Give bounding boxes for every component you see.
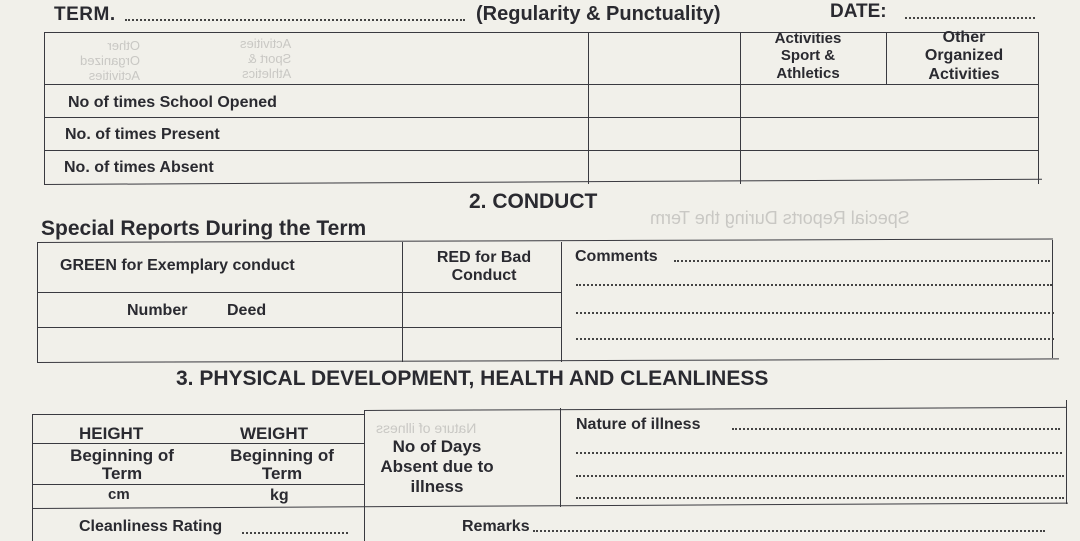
weight-label: WEIGHT <box>240 424 308 443</box>
comments-label: Comments <box>575 248 658 265</box>
illness-line-2[interactable] <box>576 452 1062 454</box>
remarks-label: Remarks <box>462 518 530 535</box>
page-subtitle: (Regularity & Punctuality) <box>476 3 721 25</box>
physical-section-title: 3. PHYSICAL DEVELOPMENT, HEALTH AND CLEANLINESS <box>176 367 769 390</box>
comments-line-1[interactable] <box>674 260 1050 262</box>
illness-line-4[interactable] <box>576 497 1064 499</box>
red-conduct-label: RED for Bad Conduct <box>436 249 532 285</box>
comments-line-2[interactable] <box>576 284 1052 286</box>
cleanliness-value-line[interactable] <box>242 532 348 534</box>
comments-line-4[interactable] <box>576 338 1054 340</box>
weight-beginning-of-term: Beginning of Term <box>230 446 334 483</box>
bleed-through-text: Nature of illness <box>376 420 477 436</box>
days-absent-label: No of Days Absent due to illness <box>380 437 494 496</box>
comments-line-3[interactable] <box>576 312 1054 314</box>
cleanliness-label: Cleanliness Rating <box>79 518 223 535</box>
date-value-line[interactable] <box>905 17 1035 19</box>
number-label: Number <box>127 302 188 319</box>
row-school-opened: No of times School Opened <box>68 94 277 111</box>
row-times-present: No. of times Present <box>65 126 220 143</box>
date-label: DATE: <box>830 1 887 22</box>
special-reports-title: Special Reports During the Term <box>41 217 367 240</box>
bleed-through-text: Other Organized Activities <box>80 38 140 83</box>
term-label: TERM. <box>54 4 116 25</box>
conduct-section-title: 2. CONDUCT <box>469 190 598 213</box>
height-label: HEIGHT <box>79 424 144 443</box>
term-value-line[interactable] <box>125 19 465 21</box>
illness-line-1[interactable] <box>732 428 1060 430</box>
height-unit: cm <box>108 486 130 503</box>
bleed-through-text: Activities Sport & Athletics <box>240 36 292 81</box>
row-times-absent: No. of times Absent <box>64 159 214 176</box>
weight-unit: kg <box>270 487 289 504</box>
illness-line-3[interactable] <box>576 475 1064 477</box>
green-conduct-label: GREEN for Exemplary conduct <box>60 257 295 274</box>
remarks-value-line[interactable] <box>533 530 1045 532</box>
activities-sport-header: Activities Sport & Athletics <box>774 30 842 82</box>
other-organized-header: Other Organized Activities <box>924 29 1004 83</box>
nature-of-illness-label: Nature of illness <box>576 416 701 433</box>
height-beginning-of-term: Beginning of Term <box>70 446 174 483</box>
deed-label: Deed <box>227 302 267 319</box>
bleed-through-text: Special Reports During the Term <box>650 208 910 228</box>
